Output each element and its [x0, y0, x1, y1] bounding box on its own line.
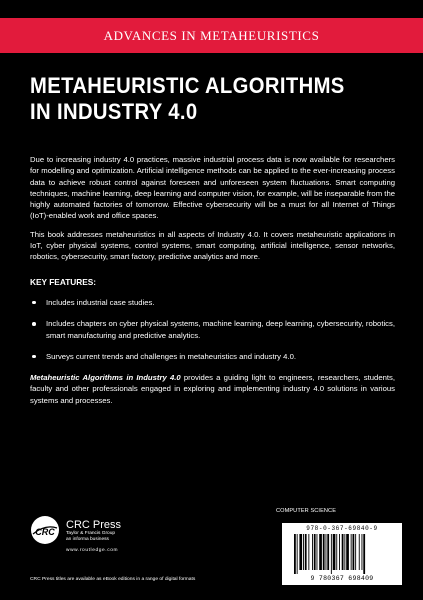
crc-logo-icon — [30, 515, 60, 545]
key-feature-item: Includes chapters on cyber physical systems, machine learning, deep learning, cybersecurity, robotics, smart manufacturing and predictive analytics. — [30, 318, 395, 341]
barcode-icon — [292, 534, 392, 574]
closing-book-title: Metaheuristic Algorithms in Industry 4.0 — [30, 373, 181, 383]
publisher-business: an informa business — [66, 537, 109, 542]
series-label: ADVANCES IN METAHEURISTICS — [103, 27, 320, 43]
closing-text: provides a guiding light to engineers, researchers, students, faculty and other professionals engaged in exploring and implementing industry 4.0 solutions in various systems and processes. — [30, 373, 395, 405]
key-features-list — [30, 297, 395, 362]
title-line-2: IN INDUSTRY 4.0 — [30, 99, 198, 124]
closing-paragraph — [30, 372, 395, 406]
title-line-1: METAHEURISTIC ALGORITHMS — [30, 73, 345, 98]
description-paragraph-2: This book addresses metaheuristics in all aspects of Industry 4.0. It covers metaheuristic applications in IoT, cyber physical systems, control systems, smart computing, artificial intelligence, sensor networks, robotics, cybersecurity, smart factory, predictive analytics and more. — [30, 229, 395, 262]
publisher-block — [30, 515, 230, 560]
key-feature-item: Surveys current trends and challenges in metaheuristics and industry 4.0. — [30, 351, 395, 362]
key-feature-item: Includes industrial case studies. — [30, 297, 395, 308]
isbn-barcode — [282, 523, 402, 585]
book-title — [30, 73, 370, 125]
publisher-name: CRC Press — [66, 519, 122, 531]
blurb — [30, 154, 395, 413]
subject-category: COMPUTER SCIENCE — [276, 508, 337, 514]
description-paragraph-1: Due to increasing industry 4.0 practices, massive industrial process data is now available for researchers for modelling and optimization. Artificial intelligence methods can be applied to the ever-increasing process data to achieve robust control against foreseen and unforeseen system fluctuations. Smart computing techniques, machine learning, deep learning and computer vision, for example, will be inseparable from the highly automated factories of tomorrow. Effective cybersecurity will be a must for all Internet of Things (IoT)-enabled work and office spaces. — [30, 155, 395, 221]
ebook-note: CRC Press titles are available as eBook editions in a range of digital formats — [30, 577, 196, 582]
isbn-number: 978-0-367-69840-9 — [306, 525, 378, 532]
key-features-heading: KEY FEATURES: — [30, 276, 97, 287]
publisher-website[interactable]: www.routledge.com — [66, 548, 119, 553]
series-band — [0, 18, 423, 53]
crc-logo-text: CRC — [35, 527, 55, 537]
publisher-text — [66, 519, 121, 543]
isbn-digits: 9 780367 698409 — [310, 575, 374, 582]
publisher-group: Taylor & Francis Group — [66, 531, 116, 536]
